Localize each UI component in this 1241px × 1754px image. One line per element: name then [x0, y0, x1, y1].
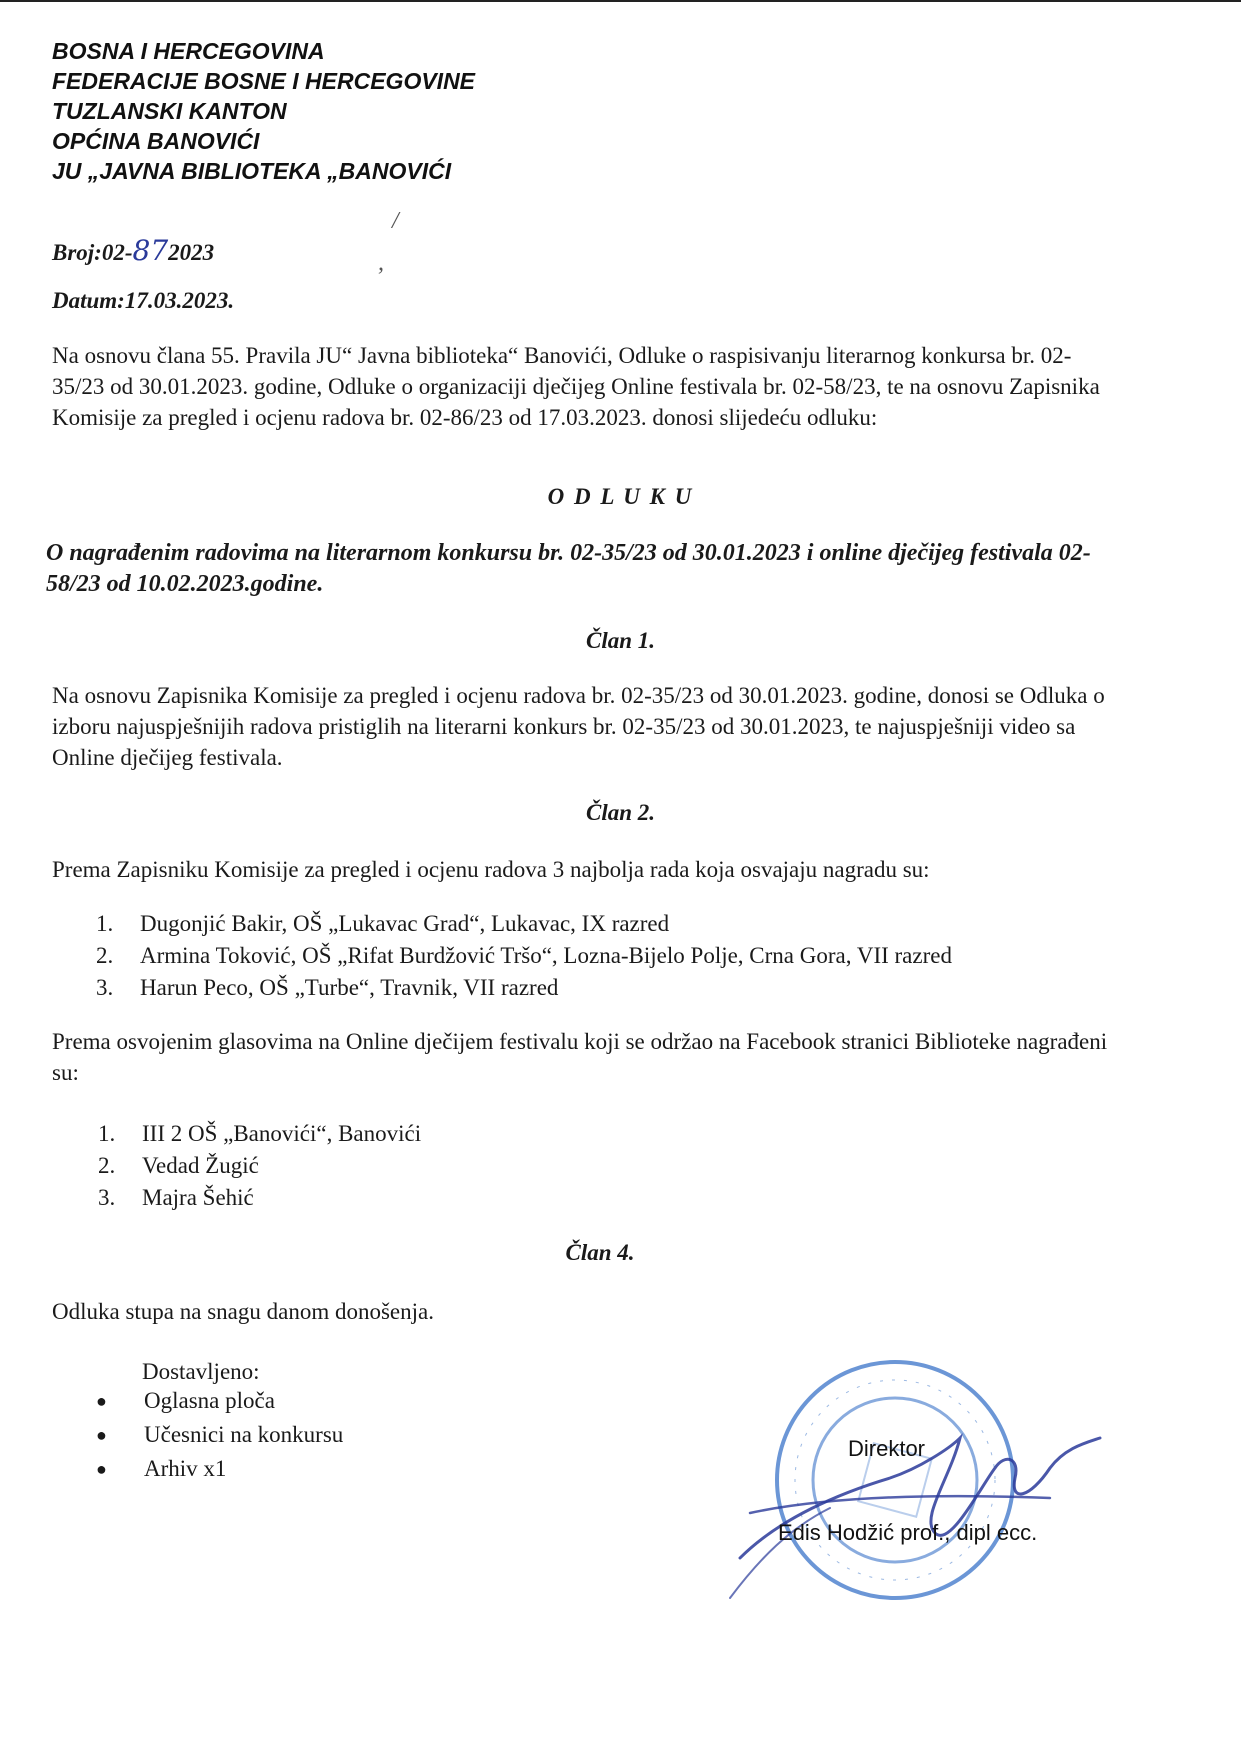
document-title: O D L U K U [547, 484, 694, 509]
signature-name: Edis Hodžić prof., dipl ecc. [778, 1520, 1038, 1545]
festival-text: Prema osvojenim glasovima na Online dječijem festivalu koji se održao na Facebook stranici Biblioteke nagrađeni su: [52, 1029, 1108, 1085]
article-2-heading: Član 2. [585, 800, 656, 825]
pen-mark: , [378, 250, 384, 276]
article-1-text: Na osnovu Zapisnika Komisije za pregled i ocjenu radova br. 02-35/23 od 30.01.2023. godine, donosi se Odluka o izboru najuspješnijih radova pristiglih na literarni konkurs br. 02-35/23 od 30.01.2023, te najuspješniji video sa Online dječijeg festivala. [52, 683, 1105, 770]
list-item: ● Arhiv x1 [96, 1452, 343, 1486]
bullet-icon: ● [96, 1391, 107, 1411]
header-line-institution: JU „JAVNA BIBLIOTEKA „BANOVIĆI [52, 158, 452, 184]
institution-header [52, 36, 475, 186]
list-item: 2. Vedad Žugić [98, 1153, 259, 1178]
document-subtitle: O nagrađenim radovima na literarnom konkursu br. 02-35/23 od 30.01.2023 i online dječijeg festivala 02-58/23 od 10.02.2023.godine. [46, 540, 1091, 597]
article-4-text: Odluka stupa na snagu danom donošenja. [52, 1299, 434, 1324]
list-item: ● Oglasna ploča [96, 1384, 343, 1418]
literary-winners-list [96, 908, 952, 1004]
list-item: 2. Armina Toković, OŠ „Rifat Burdžović Tršo“, Lozna-Bijelo Polje, Crna Gora, VII razred [96, 943, 952, 968]
article-2-text: Prema Zapisniku Komisije za pregled i ocjenu radova 3 najbolja rada koja osvajaju nagradu su: [52, 857, 930, 882]
signature-role: Direktor [848, 1436, 926, 1461]
delivery-label: Dostavljeno: [142, 1359, 260, 1384]
header-line-country: BOSNA I HERCEGOVINA [52, 38, 325, 64]
intro-paragraph: Na osnovu člana 55. Pravila JU“ Javna biblioteka“ Banovići, Odluke o raspisivanju literarnog konkursa br. 02-35/23 od 30.01.2023. godine, Odluke o organizaciji dječijeg Online festivala br. 02-58/23, te na osnovu Zapisnika Komisije za pregled i ocjenu radova br. 02-86/23 od 17.03.2023. donosi slijedeću odluku: [52, 343, 1100, 430]
festival-winners-list [98, 1118, 421, 1214]
article-1-heading: Član 1. [585, 628, 656, 653]
top-border-line [0, 0, 1241, 2]
list-item: ● Učesnici na konkursu [96, 1418, 343, 1452]
header-line-canton: TUZLANSKI KANTON [52, 98, 287, 124]
bullet-icon: ● [96, 1459, 107, 1479]
handwritten-number: 87 [132, 234, 169, 267]
list-item: 3. Majra Šehić [98, 1185, 254, 1210]
header-line-municipality: OPĆINA BANOVIĆI [52, 128, 260, 154]
list-item: 3. Harun Peco, OŠ „Turbe“, Travnik, VII razred [96, 975, 559, 1000]
header-line-federation: FEDERACIJE BOSNE I HERCEGOVINE [52, 68, 476, 94]
bullet-icon: ● [96, 1425, 107, 1445]
document-date: Datum:17.03.2023. [52, 288, 235, 313]
list-item: 1. III 2 OŠ „Banovići“, Banovići [98, 1121, 422, 1146]
list-item: 1. Dugonjić Bakir, OŠ „Lukavac Grad“, Lukavac, IX razred [96, 911, 670, 936]
pen-mark: / [392, 208, 399, 234]
delivery-list [96, 1384, 343, 1486]
reference-number: Broj:02-872023 [52, 234, 215, 267]
article-4-heading: Član 4. [565, 1240, 635, 1265]
